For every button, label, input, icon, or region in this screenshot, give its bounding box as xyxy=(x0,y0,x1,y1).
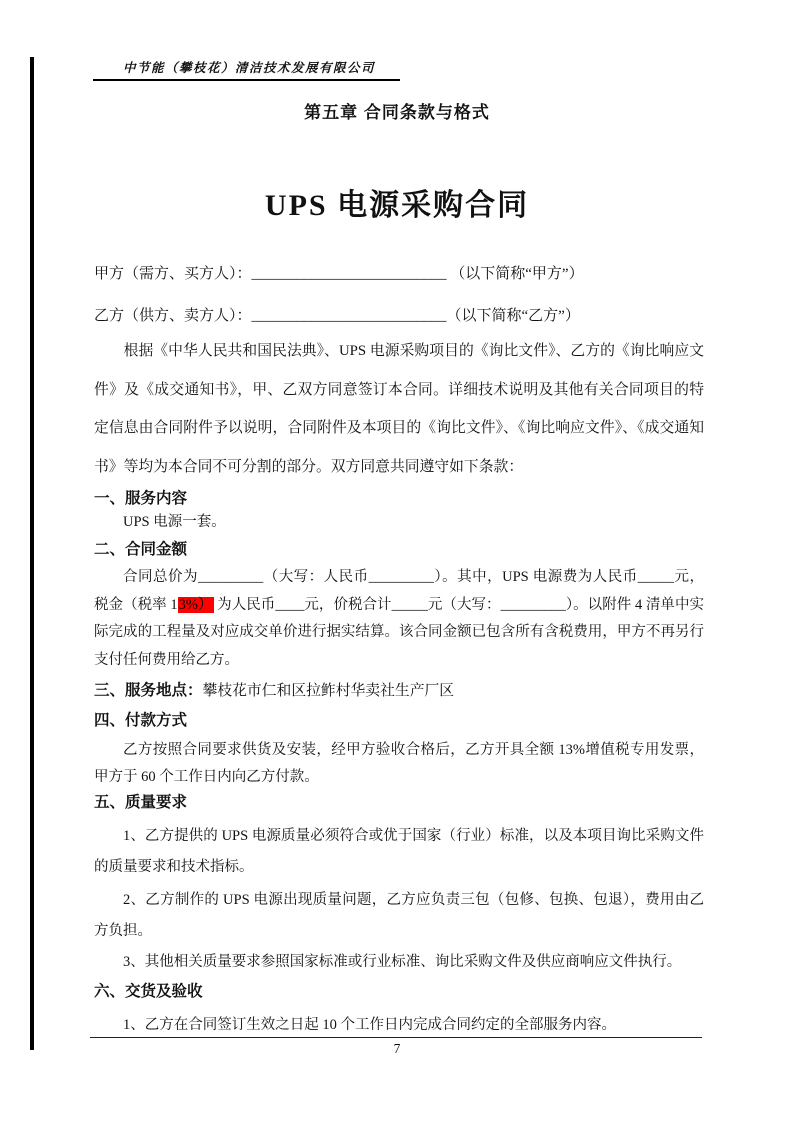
party-b-suffix: （以下简称“乙方”） xyxy=(446,308,580,324)
section-1-body: UPS 电源一套。 xyxy=(123,514,226,530)
section-5-heading: 五、质量要求 xyxy=(94,794,188,811)
tax-rate-highlight: 3%） xyxy=(178,596,213,613)
section-5-item-3: 3、其他相关质量要求参照国家标准或行业标准、询比采购文件及供应商响应文件执行。 xyxy=(123,954,682,970)
contract-sections xyxy=(94,489,704,1041)
amount-text-before: 合同总价为_________（大写：人民币_________）。其中，UPS 电源费为人民币_____元，税金（税率 1 xyxy=(94,569,704,613)
section-6-item-1: 1、乙方在合同签订生效之日起 10 个工作日内完成合同约定的全部服务内容。 xyxy=(123,1017,616,1033)
footer-divider xyxy=(90,1037,702,1038)
section-5-item-2: 2、乙方制作的 UPS 电源出现质量问题，乙方应负责三包（包修、包换、包退），费用由乙方负担。 xyxy=(94,892,704,939)
party-a-label: 甲方（需方、买方人）： xyxy=(94,266,252,282)
document-title: UPS 电源采购合同 xyxy=(264,189,530,222)
party-a-line xyxy=(94,262,734,283)
intro-paragraph: 根据《中华人民共和国民法典》、UPS 电源采购项目的《询比文件》、乙方的《询比响应文件》及《成交通知书》，甲、乙双方同意签订本合同。详细技术说明及其他有关合同项目的特定信息由合同附件予以说明，合同附件及本项目的《询比文件》、《询比响应文件》、《成交通知书》等均为本合同不可分割的部分。双方同意共同遵守如下条款： xyxy=(94,343,704,475)
party-b-label: 乙方（供方、卖方人）： xyxy=(94,308,252,324)
section-3-colon: ： xyxy=(187,682,203,699)
amount-text-after: 为人民币____元，价税合计_____元（大写：_________）。以附件 4 清单中实际完成的工程量及对应成交单价进行据实结算。该合同金额已包含所有含税费用，甲方不再另行支付任何费用给乙方。 xyxy=(94,596,704,668)
party-a-suffix: （以下简称“甲方”） xyxy=(450,266,584,282)
section-4-paragraph: 乙方按照合同要求供货及安装，经甲方验收合格后，乙方开具全额 13%增值税专用发票，甲方于 60 个工作日内向乙方付款。 xyxy=(94,742,704,785)
section-5-item-1: 1、乙方提供的 UPS 电源质量必须符合或优于国家（行业）标准，以及本项目询比采购文件的质量要求和技术指标。 xyxy=(94,828,704,875)
section-3-line xyxy=(94,681,704,701)
section-3-heading: 三、服务地点 xyxy=(94,682,188,699)
page-header xyxy=(93,58,400,81)
section-2-heading: 二、合同金额 xyxy=(94,541,188,558)
party-b-blank-field: __________________________ xyxy=(251,308,447,324)
party-b-line xyxy=(94,304,734,325)
service-location: 攀枝花市仁和区拉鲊村华卖社生产厂区 xyxy=(202,683,455,699)
section-1-heading: 一、服务内容 xyxy=(94,490,188,507)
party-a-blank-field: __________________________ xyxy=(251,266,447,282)
page-number: 7 xyxy=(393,1041,401,1056)
chapter-title: 第五章 合同条款与格式 xyxy=(304,103,490,122)
section-2-paragraph xyxy=(94,564,704,674)
section-6-heading: 六、交货及验收 xyxy=(94,983,203,1000)
company-name: 中节能（攀枝花）清洁技术发展有限公司 xyxy=(123,61,376,75)
section-4-heading: 四、付款方式 xyxy=(94,712,188,729)
